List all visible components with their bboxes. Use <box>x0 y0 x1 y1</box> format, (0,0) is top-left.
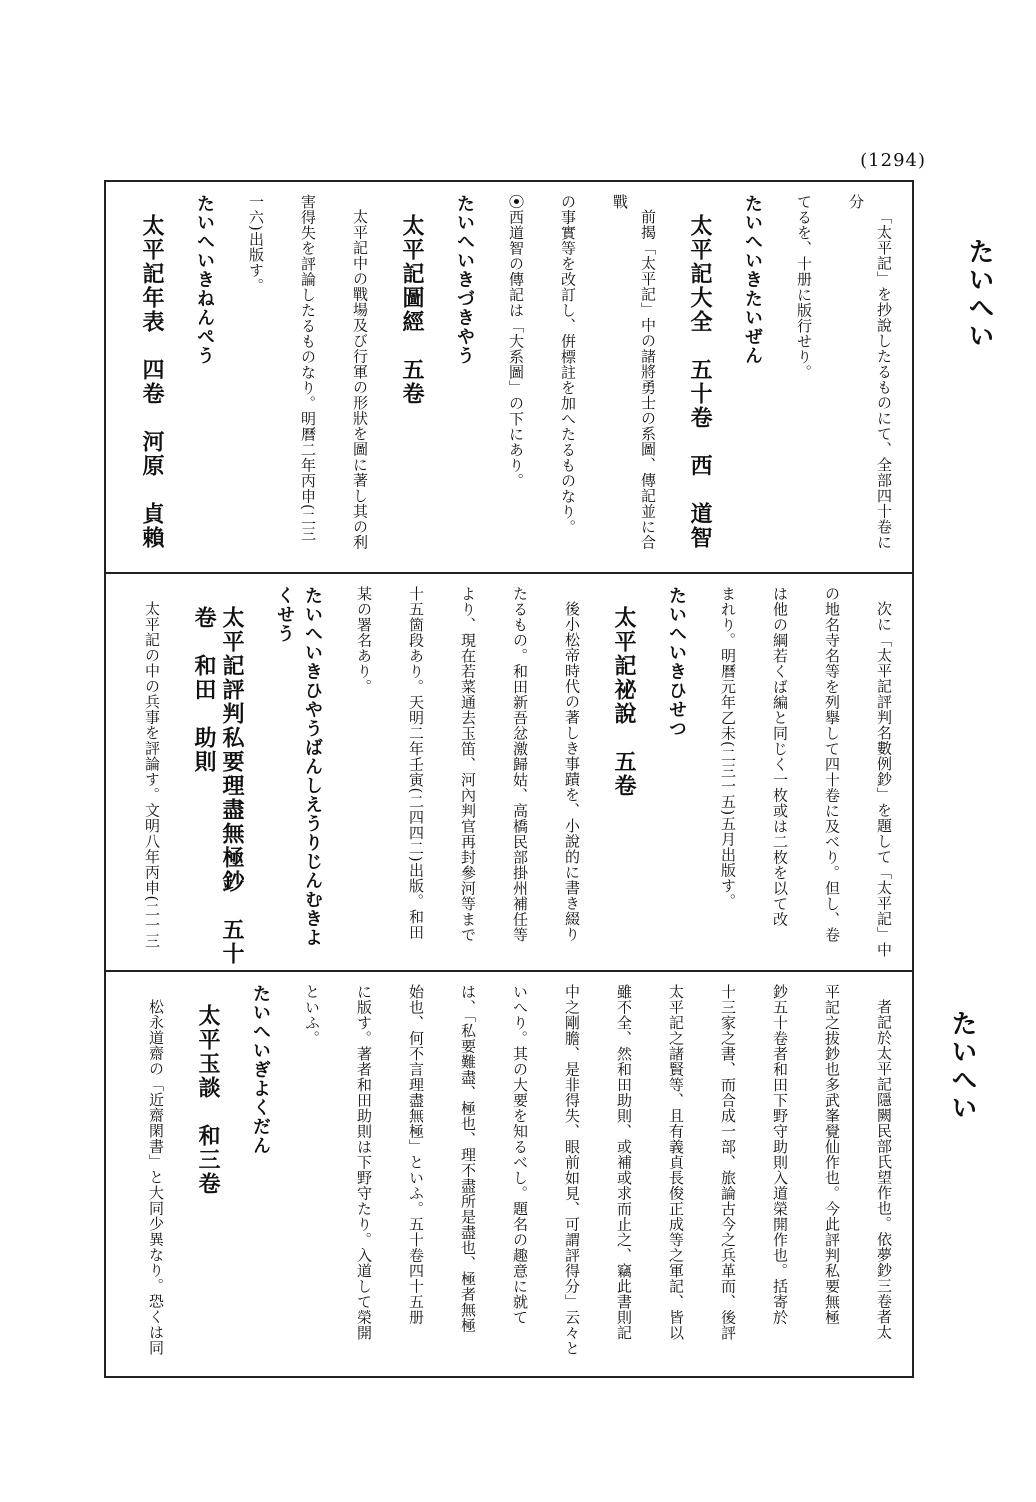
text-line: の事實等を改訂し、倂標註を加へたるものなり。 <box>559 194 577 535</box>
entry-reading: たいへいぎよくだん <box>250 984 271 1155</box>
text-line: 鈔五十卷者和田下野守助則入道榮開作也。括寄於 <box>771 984 789 1325</box>
paragraph-start: 太平記の中の兵事を評論す。文明八年丙申(二一三 <box>143 601 161 949</box>
entry-reading: たいへいきひせつ <box>666 586 687 738</box>
entry-title: 太平記評判私要理盡無極鈔 五十卷 和田 助則 <box>191 606 245 966</box>
text-line: 中之剛膽、是非得失、眼前如見、可謂評得分」云々と <box>563 984 581 1356</box>
text-line: 太平記之諸賢等、且有義貞長俊正成等之軍記、皆以 <box>667 984 685 1341</box>
text-band-top <box>106 182 912 574</box>
entry-title: 太平玉談 和三卷 <box>195 1004 221 1196</box>
entry-title: 太平記年表 四卷 河原 貞賴 <box>139 214 165 550</box>
paragraph-start: 太平記中の戰場及び行軍の形狀を圖に著し其の利 <box>351 209 369 550</box>
page-number: (1294) <box>860 150 926 171</box>
entry-title: 太平記大全 五十卷 西 道智 <box>687 214 713 550</box>
paragraph-start: 「太平記」を抄說したるものにて、全部四十卷に分 <box>847 194 893 550</box>
running-head-right: たいへい <box>964 238 994 350</box>
text-line: たるもの。和田新吾忿激歸姑、高橋民部掛州補任等 <box>511 586 529 943</box>
text-frame <box>104 180 914 1378</box>
text-line: 一六)出版す。 <box>247 194 265 294</box>
text-line: といふ。 <box>303 984 321 1046</box>
text-line: は、「私要難盡、極也、理不盡所是盡也、極者無極 <box>459 984 477 1333</box>
text-band-middle <box>106 574 912 972</box>
entry-reading: たいへいきづきやう <box>454 194 475 365</box>
text-line: いへり。其の大要を知るべし。題名の趣意に就て <box>511 984 529 1325</box>
text-line: 始也、何不言理盡無極」といふ。五十卷四十五册 <box>407 984 425 1325</box>
entry-title: 太平記祕說 五卷 <box>611 606 637 798</box>
text-line: ⦿西道智の傳記は「大系圖」の下にあり。 <box>507 194 525 489</box>
text-line: 十三家之書、而合成一部、旅論古今之兵革而、後評 <box>719 984 737 1341</box>
paragraph-start: 前揭「太平記」中の諸將勇士の系圖、傳記並に合戰 <box>611 194 657 550</box>
text-line: より、現在若菜通去玉笛、河內判官再封參河等まで <box>459 586 477 943</box>
text-line: 害得失を評論したるものなり。明曆二年丙申(二三 <box>299 194 317 542</box>
text-line: てるを、十册に版行せり。 <box>795 194 813 380</box>
paragraph-start: 松永道齋の「近齋閑書」と大同少異なり。恐くは同 <box>147 999 165 1356</box>
entry-reading: たいへいきひやうばんしえうりじんむきよくせう <box>274 586 323 947</box>
entry-reading: たいへいきたいぜん <box>742 194 763 365</box>
paragraph-start: 次に「太平記評判名數例鈔」を題して「太平記」中 <box>875 601 893 958</box>
entry-title: 太平記圖經 五卷 <box>399 214 425 406</box>
paragraph-start: 者記於太平記隱闕民部氏望作也。依夢鈔三卷者太 <box>875 999 893 1340</box>
text-line: の地名寺名等を列擧して四十卷に及べり。但し、卷 <box>823 586 841 943</box>
text-line: は他の綱若くば編と同じく一枚或は二枚を以て改 <box>771 586 789 927</box>
entry-reading: たいへいきねんぺう <box>194 194 215 365</box>
running-head-left: たいへい <box>947 1010 977 1122</box>
text-line: 平記之拔鈔也多武峯覺仙作也。今此評判私要無極 <box>823 984 841 1325</box>
text-line: に版す。著者和田助則は下野守たり。入道して榮開 <box>355 984 373 1341</box>
paragraph-start: 後小松帝時代の著しき事蹟を、小說的に書き綴り <box>563 601 581 942</box>
text-line: 雖不全、然和田助則、或補或求而止之、竊此書則記 <box>615 984 633 1341</box>
text-line: まれり。明曆元年乙未(二三一五)五月出版す。 <box>719 586 737 909</box>
text-line: 某の署名あり。 <box>355 586 373 695</box>
text-line: 十五箇段あり。天明二年壬寅(二四四二)出版。和田 <box>407 586 425 940</box>
text-band-bottom <box>106 972 912 1378</box>
